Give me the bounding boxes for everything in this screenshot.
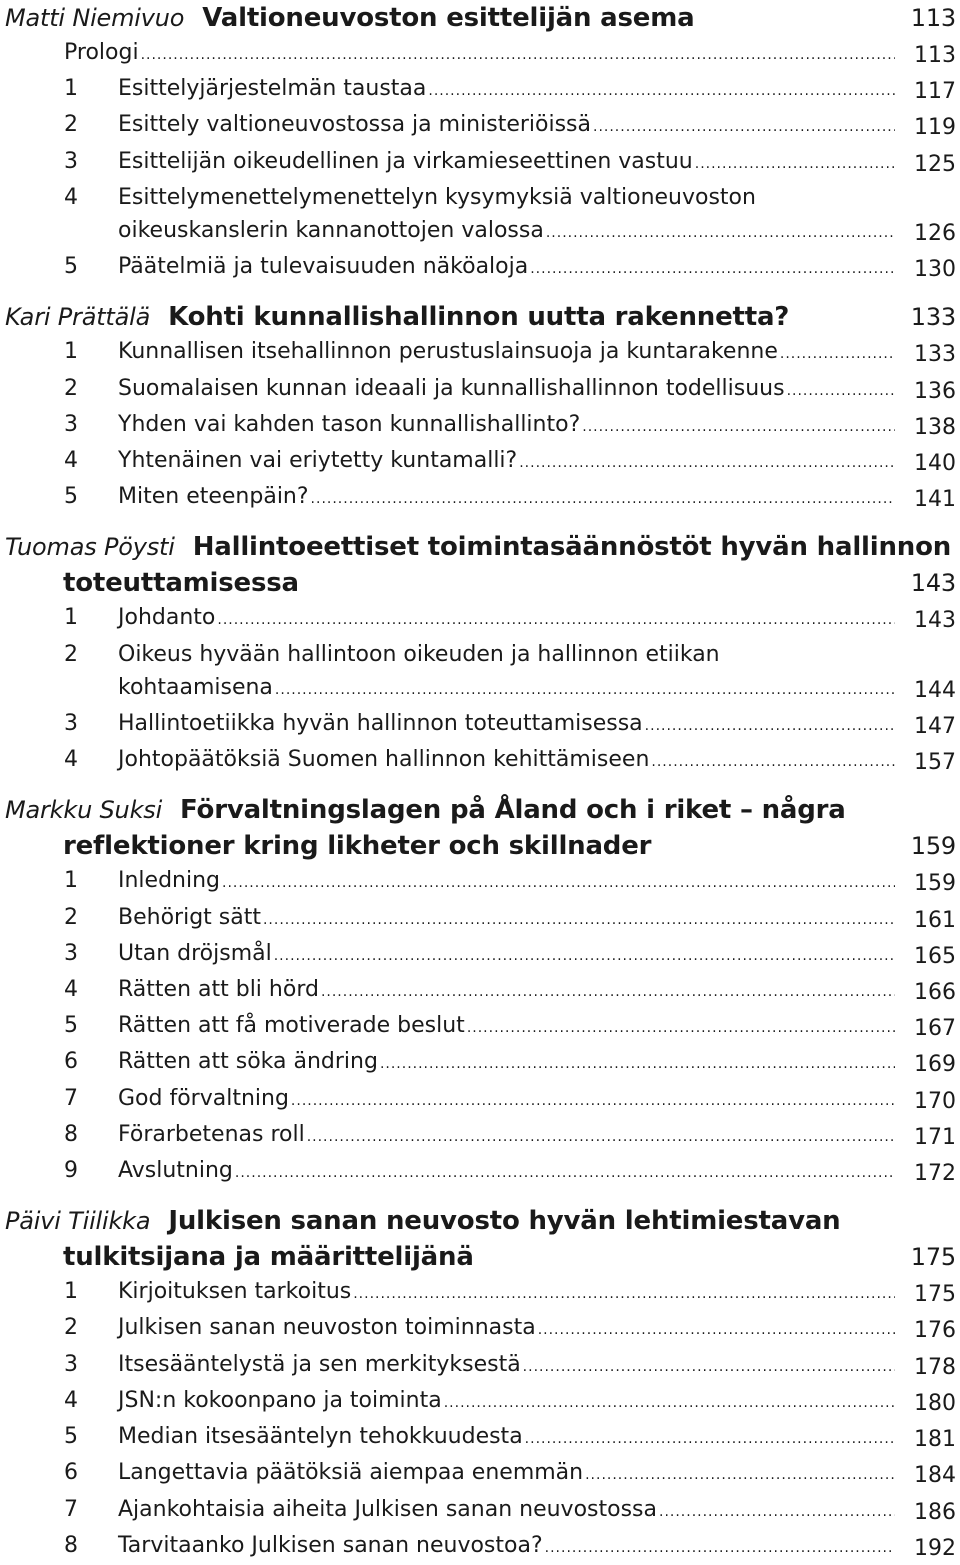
entry-text-wrap xyxy=(118,1384,895,1420)
dot-leader xyxy=(222,867,895,900)
entry-text-wrap xyxy=(118,1456,895,1492)
entry-page-number: 180 xyxy=(914,1390,956,1416)
entry-text-wrap xyxy=(118,1529,895,1565)
entry-title: Avslutning xyxy=(118,1158,233,1184)
entry-number: 4 xyxy=(64,1387,78,1413)
entry-number: 4 xyxy=(64,977,78,1003)
toc-entry[interactable] xyxy=(0,901,960,937)
entry-title: oikeuskanslerin kannanottojen valossa xyxy=(118,218,544,244)
dot-leader xyxy=(651,746,895,779)
entry-text-wrap xyxy=(118,372,895,408)
entry-text-wrap xyxy=(64,36,895,72)
toc-entry[interactable] xyxy=(0,601,960,637)
entry-text-wrap xyxy=(118,335,895,371)
toc-entry[interactable] xyxy=(0,335,960,371)
dot-leader xyxy=(311,483,895,516)
chapter-title: Förvaltningslagen på Åland och i riket – några xyxy=(180,795,846,826)
entry-page-number: 186 xyxy=(914,1499,956,1525)
chapter-page-number: 113 xyxy=(910,4,956,32)
entry-text-wrap xyxy=(118,72,895,108)
toc-entry[interactable] xyxy=(0,108,960,144)
entry-text-wrap xyxy=(118,601,895,637)
chapter-heading[interactable] xyxy=(0,1203,960,1275)
entry-number: 3 xyxy=(64,148,78,174)
entry-number: 1 xyxy=(64,605,78,631)
dot-leader xyxy=(787,375,895,408)
entry-page-number: 159 xyxy=(914,871,956,897)
entry-text-wrap xyxy=(118,1493,895,1529)
dot-leader xyxy=(695,148,895,181)
entry-text-wrap xyxy=(118,671,895,707)
entry-text-wrap xyxy=(118,1082,895,1118)
entry-text-wrap xyxy=(118,937,895,973)
toc-entry-prologue[interactable] xyxy=(0,36,960,72)
entry-text-wrap xyxy=(118,480,895,516)
entry-title: Miten eteenpäin? xyxy=(118,484,309,510)
entry-page-number: 119 xyxy=(914,115,956,141)
entry-title: Johdanto xyxy=(118,605,216,631)
entry-number: 3 xyxy=(64,711,78,737)
entry-page-number: 167 xyxy=(914,1016,956,1042)
entry-text-wrap xyxy=(118,145,895,181)
chapter-author: Matti Niemivuo xyxy=(5,4,185,32)
entry-number: 4 xyxy=(64,448,78,474)
dot-leader xyxy=(444,1387,895,1420)
chapter-author: Päivi Tiilikka xyxy=(5,1207,151,1236)
entry-text-wrap xyxy=(118,743,895,779)
dot-leader xyxy=(263,904,895,937)
toc-entry[interactable] xyxy=(0,1456,960,1492)
toc-entry[interactable] xyxy=(0,743,960,779)
entry-page-number: 130 xyxy=(914,257,956,283)
entry-page-number: 136 xyxy=(914,378,956,404)
entry-title: JSN:n kokoonpano ja toiminta xyxy=(118,1387,442,1413)
dot-leader xyxy=(585,1459,895,1492)
entry-title-first-line: Esittelymenettelymenettelyn kysymyksiä valtioneuvoston xyxy=(118,184,756,210)
chapter-title-continued: reflektioner kring likheter och skillnader xyxy=(63,831,652,862)
chapter xyxy=(0,1203,960,1565)
entry-number: 2 xyxy=(64,1315,78,1341)
toc-entry[interactable] xyxy=(0,408,960,444)
toc-entry[interactable] xyxy=(0,1118,960,1154)
toc-entry[interactable] xyxy=(0,1384,960,1420)
chapter-title-continued: toteuttamisessa xyxy=(63,568,299,599)
entry-title: Tarvitaanko Julkisen sanan neuvostoa? xyxy=(118,1532,543,1558)
entry-page-number: 184 xyxy=(914,1463,956,1489)
entry-page-number: 117 xyxy=(914,79,956,105)
toc-entry[interactable] xyxy=(0,72,960,108)
dot-leader xyxy=(530,253,895,286)
entry-title: Yhtenäinen vai eriytetty kuntamalli? xyxy=(118,448,518,474)
toc-entry[interactable] xyxy=(0,480,960,516)
entry-number: 7 xyxy=(64,1085,78,1111)
entry-number: 8 xyxy=(64,1121,78,1147)
entry-title: Median itsesääntelyn tehokkuudesta xyxy=(118,1424,523,1450)
entry-page-number: 169 xyxy=(914,1052,956,1078)
entry-title: Kunnallisen itsehallinnon perustuslainsuoja ja kuntarakenne xyxy=(118,339,778,365)
entry-page-number: 181 xyxy=(914,1427,956,1453)
chapter-heading[interactable] xyxy=(0,529,960,601)
chapter-page-number: 159 xyxy=(910,832,956,861)
chapter-heading[interactable] xyxy=(0,792,960,864)
entry-number: 2 xyxy=(64,641,78,667)
dot-leader xyxy=(467,1012,895,1045)
entry-title: Prologi xyxy=(64,40,139,65)
toc-entry[interactable] xyxy=(0,707,960,743)
dot-leader xyxy=(538,1314,895,1347)
toc-entry[interactable] xyxy=(0,973,960,1009)
chapter xyxy=(0,0,960,286)
entry-title: Behörigt sätt xyxy=(118,904,261,930)
dot-leader xyxy=(546,217,895,250)
entry-number: 6 xyxy=(64,1049,78,1075)
entry-number: 1 xyxy=(64,339,78,365)
entry-text-wrap xyxy=(118,444,895,480)
entry-number: 3 xyxy=(64,411,78,437)
entry-page-number: 126 xyxy=(914,221,956,247)
toc-entry[interactable] xyxy=(0,1045,960,1081)
dot-leader xyxy=(582,411,895,444)
toc-entry[interactable] xyxy=(0,1493,960,1529)
dot-leader xyxy=(321,976,895,1009)
entry-text-wrap xyxy=(118,1275,895,1311)
toc-entry[interactable] xyxy=(0,145,960,181)
entry-text-wrap xyxy=(118,973,895,1009)
dot-leader xyxy=(428,75,895,108)
entry-text-wrap xyxy=(118,408,895,444)
toc-entry[interactable] xyxy=(0,250,960,286)
entry-text-wrap xyxy=(118,1045,895,1081)
entry-number: 8 xyxy=(64,1532,78,1558)
chapter-author: Markku Suksi xyxy=(5,796,163,825)
entry-page-number: 113 xyxy=(914,43,956,68)
dot-leader xyxy=(780,338,895,371)
chapter-author: Kari Prättälä xyxy=(5,303,151,332)
chapter xyxy=(0,299,960,516)
entry-page-number: 165 xyxy=(914,943,956,969)
entry-page-number: 161 xyxy=(914,907,956,933)
entry-number: 1 xyxy=(64,1279,78,1305)
entry-title: Rätten att bli hörd xyxy=(118,977,319,1003)
entry-text-wrap xyxy=(118,1118,895,1154)
entry-title: God förvaltning xyxy=(118,1085,289,1111)
dot-leader xyxy=(291,1085,895,1118)
dot-leader xyxy=(380,1048,895,1081)
toc-entry[interactable] xyxy=(0,864,960,900)
entry-page-number: 144 xyxy=(914,677,956,703)
dot-leader xyxy=(519,447,895,480)
toc-entry[interactable] xyxy=(0,1275,960,1311)
entry-title: Hallintoetiikka hyvän hallinnon toteuttamisessa xyxy=(118,711,643,737)
toc-entry[interactable] xyxy=(0,1529,960,1565)
chapter-title: Valtioneuvoston esittelijän asema xyxy=(202,3,695,33)
entry-title: Förarbetenas roll xyxy=(118,1121,305,1147)
entry-number: 1 xyxy=(64,76,78,102)
dot-leader xyxy=(659,1496,895,1529)
entry-number: 4 xyxy=(64,184,78,210)
chapter-title: Kohti kunnallishallinnon uutta rakennetta? xyxy=(168,302,790,333)
entry-text-wrap xyxy=(118,901,895,937)
entry-number: 5 xyxy=(64,254,78,280)
entry-page-number: 140 xyxy=(914,451,956,477)
dot-leader xyxy=(235,1157,895,1190)
entry-text-wrap xyxy=(118,108,895,144)
toc-entry[interactable] xyxy=(0,1311,960,1347)
toc-entry[interactable] xyxy=(0,1420,960,1456)
entry-title: Yhden vai kahden tason kunnallishallinto? xyxy=(118,411,581,437)
entry-text-wrap xyxy=(118,707,895,743)
entry-title: Rätten att söka ändring xyxy=(118,1049,378,1075)
entry-number: 9 xyxy=(64,1158,78,1184)
entry-text-wrap xyxy=(118,1009,895,1045)
dot-leader xyxy=(141,39,895,72)
entry-text-wrap xyxy=(118,864,895,900)
entry-page-number: 178 xyxy=(914,1354,956,1380)
entry-number: 5 xyxy=(64,1013,78,1039)
toc-entry[interactable] xyxy=(0,1009,960,1045)
entry-title: Johtopäätöksiä Suomen hallinnon kehittämiseen xyxy=(118,747,650,773)
entry-title: Kirjoituksen tarkoitus xyxy=(118,1279,352,1305)
entry-page-number: 133 xyxy=(914,342,956,368)
toc-entry[interactable] xyxy=(0,444,960,480)
entry-title: Ajankohtaisia aiheita Julkisen sanan neuvostossa xyxy=(118,1496,657,1522)
toc-entry[interactable] xyxy=(0,1082,960,1118)
entry-number: 7 xyxy=(64,1496,78,1522)
entry-title: Esittelijän oikeudellinen ja virkamieseettinen vastuu xyxy=(118,148,693,174)
dot-leader xyxy=(307,1121,895,1154)
entry-text-wrap xyxy=(118,1348,895,1384)
chapter-page-number: 143 xyxy=(910,569,956,598)
entry-title: Esittely valtioneuvostossa ja ministeriöissä xyxy=(118,112,591,138)
entry-title: kohtaamisena xyxy=(118,674,273,700)
toc-entry[interactable] xyxy=(0,638,960,707)
chapter-page-number: 175 xyxy=(910,1243,956,1272)
dot-leader xyxy=(274,940,895,973)
toc-entry[interactable] xyxy=(0,1154,960,1190)
dot-leader xyxy=(353,1278,895,1311)
chapter xyxy=(0,792,960,1190)
toc-entry[interactable] xyxy=(0,937,960,973)
entry-page-number: 143 xyxy=(914,608,956,634)
entry-number: 6 xyxy=(64,1460,78,1486)
chapter xyxy=(0,529,960,779)
entry-page-number: 170 xyxy=(914,1088,956,1114)
entry-page-number: 175 xyxy=(914,1282,956,1308)
entry-title: Inledning xyxy=(118,868,221,894)
chapter-page-number: 133 xyxy=(910,303,956,332)
dot-leader xyxy=(545,1532,895,1565)
entry-page-number: 141 xyxy=(914,487,956,513)
entry-page-number: 166 xyxy=(914,980,956,1006)
entry-title: Julkisen sanan neuvoston toiminnasta xyxy=(118,1315,536,1341)
dot-leader xyxy=(523,1351,895,1384)
entry-number: 3 xyxy=(64,1351,78,1377)
entry-title: Itsesääntelystä ja sen merkityksestä xyxy=(118,1351,521,1377)
chapter-heading[interactable] xyxy=(0,0,960,36)
entry-number: 2 xyxy=(64,904,78,930)
dot-leader xyxy=(593,111,895,144)
entry-text-wrap xyxy=(118,214,895,250)
entry-number: 2 xyxy=(64,112,78,138)
chapter-title: Hallintoeettiset toimintasäännöstöt hyvän hallinnon xyxy=(192,532,952,563)
entry-title: Päätelmiä ja tulevaisuuden näköaloja xyxy=(118,254,529,280)
toc-entry[interactable] xyxy=(0,372,960,408)
chapter-title: Julkisen sanan neuvosto hyvän lehtimiestavan xyxy=(168,1206,841,1237)
entry-number: 1 xyxy=(64,868,78,894)
dot-leader xyxy=(217,604,895,637)
entry-page-number: 172 xyxy=(914,1161,956,1187)
entry-title-first-line: Oikeus hyvään hallintoon oikeuden ja hallinnon etiikan xyxy=(118,641,720,667)
entry-text-wrap xyxy=(118,1154,895,1190)
entry-number: 3 xyxy=(64,940,78,966)
entry-number: 2 xyxy=(64,375,78,401)
entry-title: Rätten att få motiverade beslut xyxy=(118,1013,465,1039)
entry-title: Utan dröjsmål xyxy=(118,940,272,966)
entry-number: 4 xyxy=(64,747,78,773)
entry-number: 5 xyxy=(64,484,78,510)
entry-text-wrap xyxy=(118,250,895,286)
chapter-title-continued: tulkitsijana ja määrittelijänä xyxy=(63,1242,474,1273)
entry-page-number: 157 xyxy=(914,750,956,776)
entry-title: Langettavia päätöksiä aiempaa enemmän xyxy=(118,1460,584,1486)
entry-page-number: 125 xyxy=(914,151,956,177)
chapter-author: Tuomas Pöysti xyxy=(5,533,175,562)
dot-leader xyxy=(525,1423,895,1456)
dot-leader xyxy=(645,710,895,743)
entry-page-number: 192 xyxy=(914,1535,956,1561)
entry-page-number: 138 xyxy=(914,414,956,440)
entry-title: Suomalaisen kunnan ideaali ja kunnallishallinnon todellisuus xyxy=(118,375,785,401)
toc-entry[interactable] xyxy=(0,181,960,250)
toc-entry[interactable] xyxy=(0,1348,960,1384)
entry-number: 5 xyxy=(64,1424,78,1450)
entry-title: Esittelyjärjestelmän taustaa xyxy=(118,76,427,102)
entry-page-number: 147 xyxy=(914,714,956,740)
entry-text-wrap xyxy=(118,1420,895,1456)
entry-page-number: 171 xyxy=(914,1124,956,1150)
dot-leader xyxy=(275,674,895,707)
entry-page-number: 176 xyxy=(914,1318,956,1344)
entry-text-wrap xyxy=(118,1311,895,1347)
chapter-heading[interactable] xyxy=(0,299,960,335)
